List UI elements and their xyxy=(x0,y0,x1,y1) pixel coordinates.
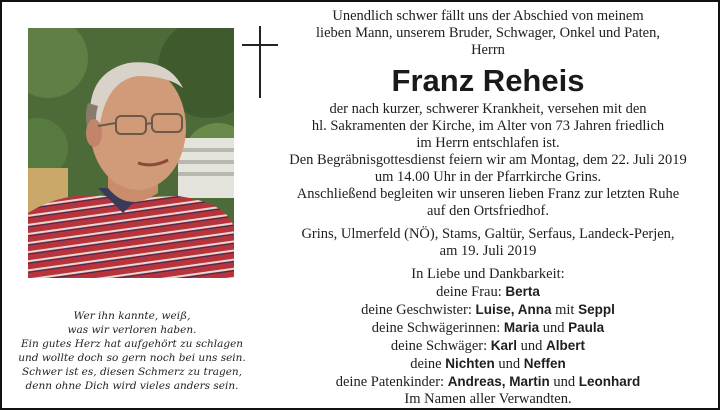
body-line: Anschließend begleiten wir unseren lieben Franz zur letzten Ruhe xyxy=(296,186,680,202)
notice-text xyxy=(264,8,712,408)
intro-line: lieben Mann, unserem Bruder, Schwager, Onkel und Paten, xyxy=(316,25,660,41)
body-line: der nach kurzer, schwerer Krankheit, versehen mit den xyxy=(329,101,647,117)
body-line: im Herrn entschlafen ist. xyxy=(416,135,560,151)
intro-line: Unendlich schwer fällt uns der Abschied von meinem xyxy=(332,8,644,24)
memorial-poem xyxy=(14,309,250,393)
poem-line: denn ohne Dich wird vieles anders sein. xyxy=(25,380,239,392)
poem-line: was wir verloren haben. xyxy=(67,324,197,336)
places-line: Grins, Ulmerfeld (NÖ), Stams, Galtür, Serfaus, Landeck-Perjen, xyxy=(301,226,675,242)
mourner-nieces-nephews: deine Nichten und Neffen xyxy=(410,356,566,372)
deceased-name: Franz Reheis xyxy=(391,63,585,98)
mourner-godchildren: deine Patenkinder: Andreas, Martin und Leonhard xyxy=(335,374,641,390)
body-line: auf den Ortsfriedhof. xyxy=(427,203,549,219)
mourner-brothers-in-law: deine Schwäger: Karl und Albert xyxy=(390,338,586,354)
poem-line: Wer ihn kannte, weiß, xyxy=(73,310,191,322)
date-line: am 19. Juli 2019 xyxy=(439,243,537,259)
mourner-all-relatives: Im Namen aller Verwandten. xyxy=(404,391,572,407)
mourner-sisters-in-law: deine Schwägerinnen: Maria und Paula xyxy=(371,320,605,336)
poem-line: und wollte doch so gern noch bei uns sein. xyxy=(18,352,246,364)
body-line: hl. Sakramenten der Kirche, im Alter von 73 Jahren friedlich xyxy=(311,118,665,134)
mourner-wife: deine Frau: Berta xyxy=(436,284,540,300)
funeral-date-line: Den Begräbnisgottesdienst feiern wir am Montag, dem 22. Juli 2019 xyxy=(289,152,687,168)
portrait-photo xyxy=(28,28,234,278)
funeral-time-line: um 14.00 Uhr in der Pfarrkirche Grins. xyxy=(374,169,602,185)
intro-line: Herrn xyxy=(471,42,505,58)
poem-line: Ein gutes Herz hat aufgehört zu schlagen xyxy=(20,338,244,350)
mourner-siblings: deine Geschwister: Luise, Anna mit Seppl xyxy=(361,302,615,318)
closing-intro: In Liebe und Dankbarkeit: xyxy=(411,266,565,282)
poem-line: Schwer ist es, diesen Schmerz zu tragen, xyxy=(21,366,243,378)
